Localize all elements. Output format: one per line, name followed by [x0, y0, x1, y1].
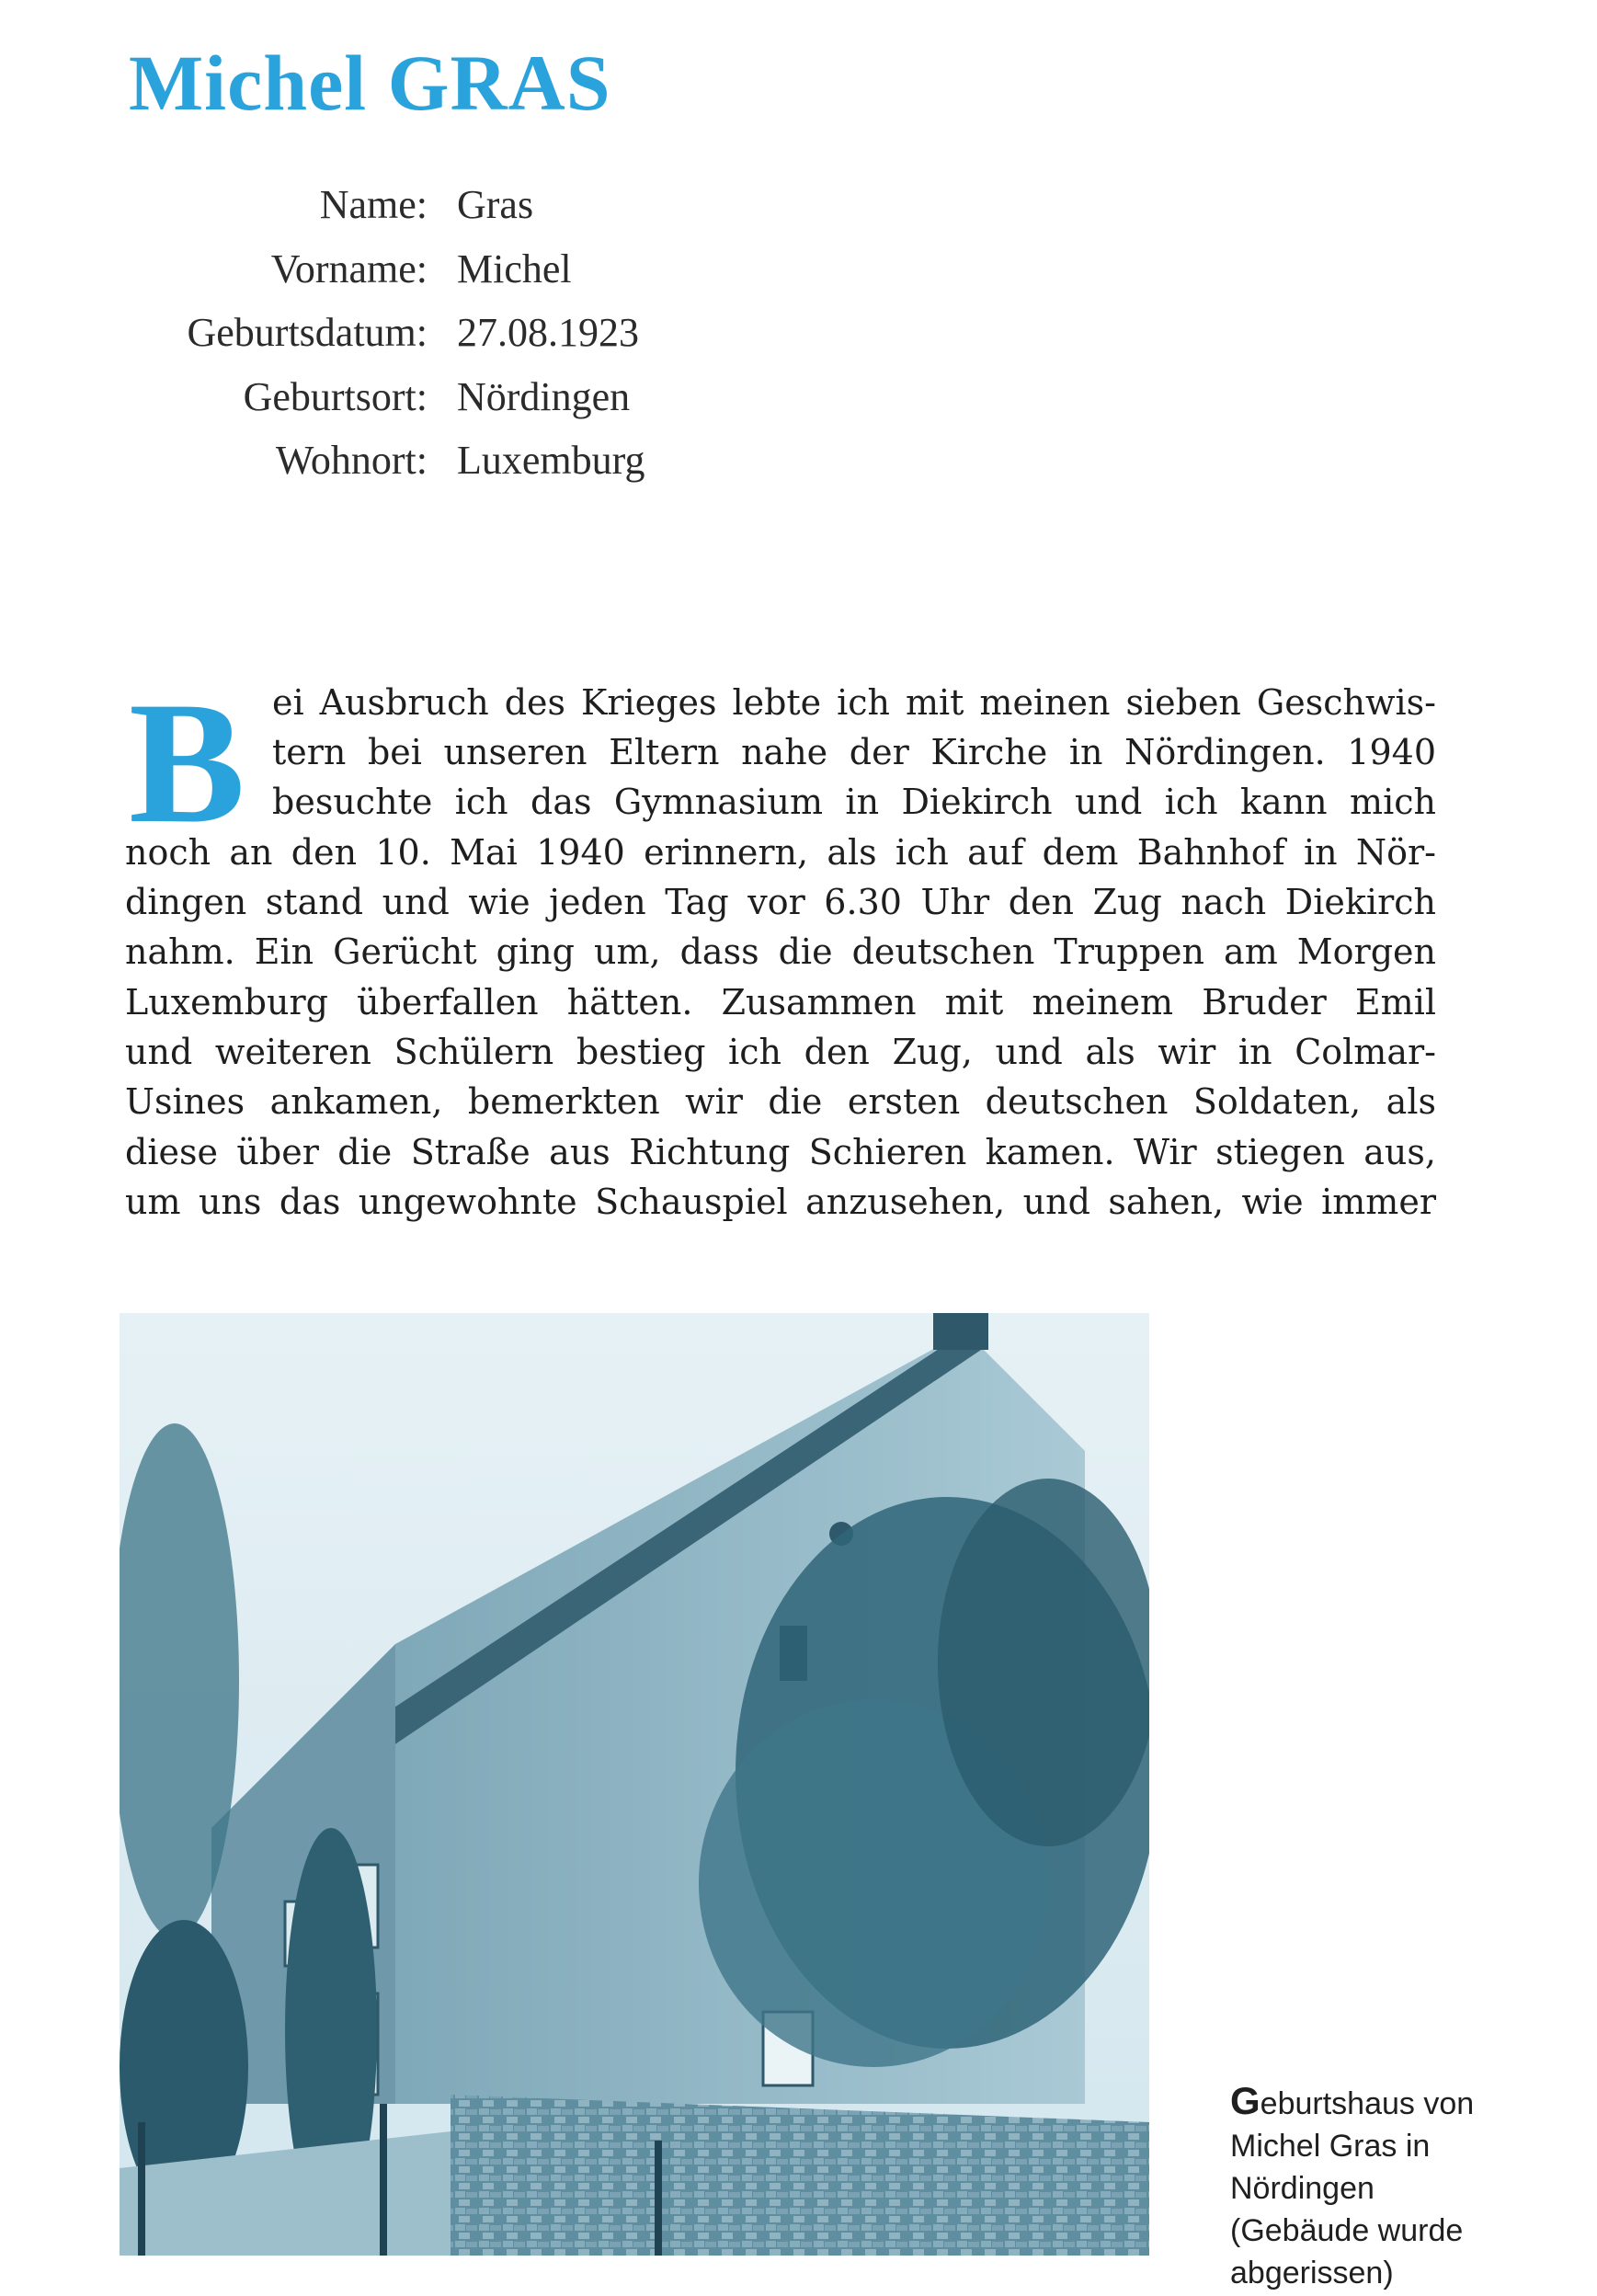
page-title: Michel GRAS	[129, 39, 611, 127]
fact-label: Wohnort:	[275, 438, 428, 484]
fact-label: Vorname:	[270, 246, 428, 291]
body-line: Luxemburg überfallen hätten. Zusammen mit meinem Bruder Emil	[125, 982, 1436, 1022]
caption-line	[1230, 2080, 1580, 2125]
fact-value: Michel	[457, 246, 572, 291]
body-line: und weiteren Schülern bestieg ich den Zug, und als wir in Colmar-	[125, 1032, 1436, 1072]
house-photo	[120, 1313, 1149, 2256]
fact-label: Geburtsdatum:	[187, 310, 428, 356]
body-line: dingen stand und wie jeden Tag vor 6.30 Uhr den Zug nach Diekirch	[125, 882, 1436, 922]
body-line: besuchte ich das Gymnasium in Diekirch und ich kann mich	[272, 782, 1436, 822]
fact-value: Gras	[457, 182, 534, 228]
house-photo-illustration	[120, 1313, 1149, 2256]
body-line: diese über die Straße aus Richtung Schieren kamen. Wir stiegen aus,	[125, 1132, 1436, 1172]
caption-first-letter: G	[1230, 2079, 1260, 2122]
fact-row-wohnort	[110, 428, 645, 493]
personal-facts	[110, 173, 645, 493]
photo-caption	[1230, 2080, 1580, 2294]
caption-line: Michel Gras in Nördingen	[1230, 2129, 1431, 2206]
fact-label: Geburtsort:	[243, 373, 428, 419]
caption-line1-rest: eburtshaus von	[1260, 2086, 1475, 2121]
caption-line: abgerissen)	[1230, 2256, 1394, 2290]
body-line: tern bei unseren Eltern nahe der Kirche in Nördingen. 1940	[272, 732, 1436, 772]
body-line: ei Ausbruch des Krieges lebte ich mit meinen sieben Geschwis-	[272, 682, 1436, 723]
fact-row-geburtsort	[110, 365, 645, 429]
fact-label: Name:	[319, 182, 428, 228]
caption-line: (Gebäude wurde	[1230, 2213, 1464, 2248]
body-line: noch an den 10. Mai 1940 erinnern, als ich auf dem Bahnhof in Nör-	[125, 832, 1436, 873]
fact-value: Nördingen	[457, 373, 631, 419]
drop-cap: B	[129, 667, 245, 860]
fact-row-name	[110, 173, 645, 237]
fact-value: 27.08.1923	[457, 310, 639, 356]
fact-row-vorname	[110, 237, 645, 302]
fact-row-geburtsdatum	[110, 301, 645, 365]
body-line: um uns das ungewohnte Schauspiel anzusehen, und sahen, wie immer	[125, 1182, 1436, 1222]
body-line: Usines ankamen, bemerkten wir die ersten deutschen Soldaten, als	[125, 1081, 1436, 1122]
fact-value: Luxemburg	[457, 438, 645, 484]
body-line: nahm. Ein Gerücht ging um, dass die deutschen Truppen am Morgen	[125, 931, 1436, 972]
